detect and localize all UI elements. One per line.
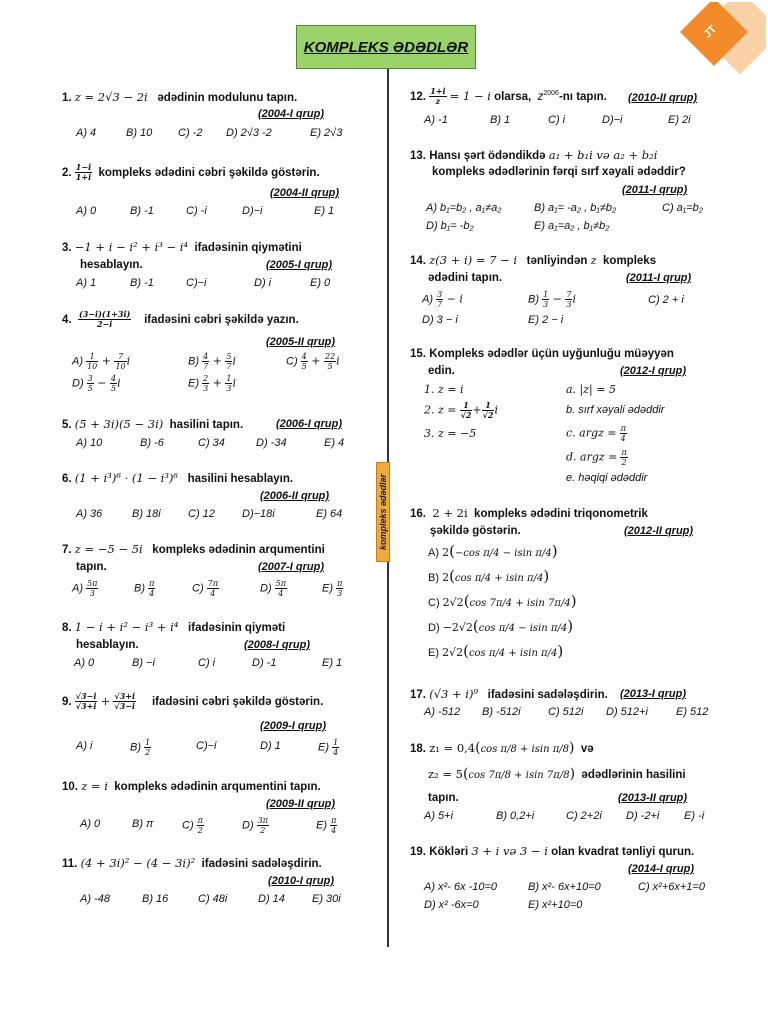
q19-option-d[interactable]: D) x² -6x=0 (424, 899, 479, 911)
q17-group: (2013-I qrup) (620, 688, 687, 700)
q2-option-e[interactable]: E) 1 (314, 205, 335, 217)
q15-right-d[interactable]: d. argz = $\frac{\pi}{2}$ (566, 448, 627, 467)
q2-option-a[interactable]: A) 0 (76, 205, 97, 217)
q11-option-b[interactable]: B) 16 (142, 893, 169, 905)
q16-option-a[interactable]: A) 2(−cos π/4 − isin π/4) (428, 542, 558, 560)
q3-option-d[interactable]: D) i (254, 277, 272, 289)
q2-option-d[interactable]: D)−i (242, 205, 263, 217)
q3-group: (2005-I qrup) (266, 259, 333, 271)
q7-option-c[interactable]: C) $\frac{7\pi}{4}$ (192, 579, 219, 598)
q18-group: (2013-II qrup) (618, 792, 688, 804)
q1-option-c[interactable]: C) -2 (178, 127, 203, 139)
q10-option-d[interactable]: D) $\frac{3\pi}{2}$ (242, 816, 269, 835)
q7-option-a[interactable]: A) $\frac{5\pi}{3}$ (72, 579, 98, 598)
side-tab: kompleks ədədlər (376, 462, 390, 562)
q12-option-d[interactable]: D)−i (602, 114, 623, 126)
question-15: 15. Kompleks ədədlər üçün uyğunluğu müəyyən edin. (2012-I qrup) 1. z = i 2. z = $\frac{1}{√2}$ + $\frac{1}{√2}$ i 3. z = −5 a. |z| = 5 b. sırf xəyali ədəddir c. argz = $\frac{\pi}{4}$ d. argz = $\frac{\pi}{2}$ e. həqiqi ədəddir (410, 348, 687, 484)
q6-option-b[interactable]: B) 18i (132, 508, 161, 520)
q18-option-d[interactable]: D) -2+i (626, 810, 660, 822)
q9-option-d[interactable]: D) 1 (260, 740, 281, 752)
q8-option-c[interactable]: C) i (198, 657, 216, 669)
q14-option-d[interactable]: D) 3 − i (422, 314, 458, 326)
q7-option-b[interactable]: B) $\frac{\pi}{4}$ (134, 579, 155, 598)
q19-option-b[interactable]: B) x²- 6x+10=0 (528, 881, 601, 893)
q17-option-d[interactable]: D) 512+i (606, 706, 648, 718)
q3-option-a[interactable]: A) 1 (76, 277, 97, 289)
q4-option-e[interactable]: E) $\frac{2}{3}$ + $\frac{1}{3}$ i (188, 374, 236, 393)
q4-option-d[interactable]: D) $\frac{3}{5}$ − $\frac{4}{5}$ i (72, 374, 121, 393)
q15-left-3: 3. z = −5 (424, 427, 477, 440)
q11-option-d[interactable]: D) 14 (258, 893, 285, 905)
q18-option-e[interactable]: E) -i (684, 810, 705, 822)
q1-option-a[interactable]: A) 4 (76, 127, 97, 139)
q16-option-e[interactable]: E) 2√2(cos π/4 + isin π/4) (428, 642, 564, 660)
q15-right-e[interactable]: e. həqiqi ədəddir (566, 472, 648, 484)
q15-left-1: 1. z = i (424, 383, 464, 396)
page-title: KOMPLEKS ƏDƏDLƏR (303, 38, 469, 56)
q15-left-2: 2. z = $\frac{1}{√2}$ + $\frac{1}{√2}$ i (424, 400, 498, 420)
q16-group: (2012-II qrup) (624, 525, 694, 537)
q13-group: (2011-I qrup) (622, 184, 688, 196)
question-19: 19. Kökləri 3 + i və 3 − i olan kvadrat tənliyi qurun. (2014-I qrup) A) x²- 6x -10=0 B) x²- 6x+10=0 C) x²+6x+1=0 D) x² -6x=0 E) x²+10=0 (410, 844, 705, 911)
q5-option-a[interactable]: A) 10 (76, 437, 103, 449)
q15-right-a[interactable]: a. |z| = 5 (566, 383, 616, 396)
q6-group: (2006-II qrup) (260, 490, 330, 502)
q8-option-a[interactable]: A) 0 (74, 657, 95, 669)
q7-group: (2007-I qrup) (258, 561, 325, 573)
q6-option-a[interactable]: A) 36 (76, 508, 103, 520)
question-13: 13. Hansı şərt ödəndikdə a₁ + b₁i və a₂ + b₂i kompleks ədədlərinin fərqi sırf xəyali ədəddir? (2011-I qrup) A) b₁=b₂ , a₁≠a₂ B) a₁= -a₂ , b₁≠b₂ C) a₁=b₂ D) b₁= -b₂ E) a₁=a₂ , b₁≠b₂ (410, 148, 703, 232)
question-3: 3. −1 + i − i² + i³ − i⁴ ifadəsinin qiymətini hesablayın. (2005-I qrup) A) 1 B) -1 C)−i D) i E) 0 (62, 240, 333, 289)
q12-group: (2010-II qrup) (628, 92, 698, 104)
q5-option-b[interactable]: B) -6 (140, 437, 164, 449)
q6-option-c[interactable]: C) 12 (188, 508, 215, 520)
q18-option-a[interactable]: A) 5+i (424, 810, 454, 822)
q19-option-e[interactable]: E) x²+10=0 (528, 899, 583, 911)
q7-option-d[interactable]: D) $\frac{5\pi}{4}$ (260, 579, 287, 598)
q4-option-b[interactable]: B) $\frac{4}{7}$ + $\frac{5}{7}$ i (188, 352, 236, 371)
q3-option-c[interactable]: C)−i (186, 277, 207, 289)
q12-option-c[interactable]: C) i (548, 114, 566, 126)
q13-option-a[interactable]: A) b₁=b₂ , a₁≠a₂ (426, 202, 502, 214)
q3-option-e[interactable]: E) 0 (310, 277, 331, 289)
corner-logo (670, 2, 766, 74)
question-4: 4. $\frac{(3-i)(1+3i)}{2-i}$ ifadəsini cəbri şəkildə yazın. (2005-II qrup) A) $\frac{1}{10}$ + $\frac{7}{10}$ i B) $\frac{4}{7}$ + $\frac{5}{7}$ i C) $\frac{4}{5}$ + $\frac{22}{5}$ i D) $\frac{3}{5}$ − $\frac{4}{5}$ i E) $\frac{2}{3}$ + $\frac{1}{3}$ i (62, 309, 340, 393)
q14-option-c[interactable]: C) 2 + i (648, 294, 684, 306)
q9-option-c[interactable]: C)−i (196, 740, 217, 752)
q12-option-e[interactable]: E) 2i (668, 114, 691, 126)
question-18: 18. z₁ = 0,4(cos π/8 + isin π/8) və z₂ = 5(cos 7π/8 + isin 7π/8) ədədlərinin hasilini tapın. (2013-II qrup) A) 5+i B) 0,2+i C) 2+2i D) -2+i E) -i (410, 740, 705, 822)
q15-right-c[interactable]: c. argz = $\frac{\pi}{4}$ (566, 424, 626, 443)
q14-option-a[interactable]: A) $\frac{3}{7}$ − i (422, 290, 463, 309)
question-16: 16. 2 + 2i kompleks ədədini triqonometrik şəkildə göstərin. (2012-II qrup) A) 2(−cos π/4 − isin π/4) B) 2(cos π/4 + isin π/4) C) 2√2(cos 7π/4 + isin 7π/4) D) −2√2(cos π/4 − isin π/4) E) 2√2(cos π/4 + isin π/4) (410, 506, 694, 660)
q9-option-e[interactable]: E) $\frac{1}{4}$ (318, 738, 339, 757)
q8-option-d[interactable]: D) -1 (252, 657, 277, 669)
q8-group: (2008-I qrup) (244, 639, 311, 651)
q19-option-a[interactable]: A) x²- 6x -10=0 (424, 881, 498, 893)
q14-option-b[interactable]: B) $\frac{1}{3}$ − $\frac{7}{3}$ i (528, 290, 576, 309)
question-14: 14. z(3 + i) = 7 − i tənliyindən z kompleks ədədini tapın. (2011-I qrup) A) $\frac{3}{7}$ − i B) $\frac{1}{3}$ − $\frac{7}{3}$ i C) 2 + i D) 3 − i E) 2 − i (410, 253, 692, 326)
q1-option-d[interactable]: D) 2√3 -2 (226, 127, 272, 139)
question-10: 10. z = i kompleks ədədinin arqumentini tapın. (2009-II qrup) A) 0 B) π C) $\frac{\pi}{2}$ D) $\frac{3\pi}{2}$ E) $\frac{\pi}{4}$ (62, 779, 337, 835)
q1-expression: z = 2√3 − 2i (74, 90, 148, 104)
title-box (296, 25, 476, 69)
q18-option-b[interactable]: B) 0,2+i (496, 810, 535, 822)
q10-option-c[interactable]: C) $\frac{\pi}{2}$ (182, 816, 203, 835)
q11-group: (2010-I qrup) (268, 875, 335, 887)
question-2: 2. $\frac{1-i}{1+i}$ kompleks ədədini cəbri şəkildə göstərin. (2004-II qrup) A) 0 B) -1 C) -i D)−i E) 1 (62, 162, 340, 217)
q10-group: (2009-II qrup) (266, 798, 336, 810)
q11-option-c[interactable]: C) 48i (198, 893, 228, 905)
q16-option-b[interactable]: B) 2(cos π/4 + isin π/4) (428, 567, 550, 585)
q17-option-b[interactable]: B) -512i (482, 706, 521, 718)
question-1: 1. z = 2√3 − 2i ədədinin modulunu tapın. (2004-I qrup) A) 4 B) 10 C) -2 D) 2√3 -2 E) 2√3 (62, 90, 343, 139)
q1-group: (2004-I qrup) (258, 108, 325, 120)
q3-option-b[interactable]: B) -1 (130, 277, 154, 289)
q10-option-b[interactable]: B) π (132, 818, 154, 830)
question-7: 7. z = −5 − 5i kompleks ədədinin arqumentini tapın. (2007-I qrup) A) $\frac{5\pi}{3}$ B) $\frac{\pi}{4}$ C) $\frac{7\pi}{4}$ D) $\frac{5\pi}{4}$ E) $\frac{\pi}{3}$ (62, 542, 343, 598)
q18-option-c[interactable]: C) 2+2i (566, 810, 602, 822)
q13-option-e[interactable]: E) a₁=a₂ , b₁≠b₂ (534, 220, 610, 232)
q6-option-e[interactable]: E) 64 (316, 508, 343, 520)
q1-option-e[interactable]: E) 2√3 (310, 127, 343, 139)
q13-option-d[interactable]: D) b₁= -b₂ (426, 220, 474, 232)
q15-group: (2012-I qrup) (620, 365, 687, 377)
q16-option-d[interactable]: D) −2√2(cos π/4 − isin π/4) (428, 617, 574, 635)
q9-group: (2009-I qrup) (260, 720, 327, 732)
q1-option-b[interactable]: B) 10 (126, 127, 153, 139)
q9-option-a[interactable]: A) i (76, 740, 93, 752)
q2-group: (2004-II qrup) (270, 187, 340, 199)
q8-option-b[interactable]: B) −i (132, 657, 155, 669)
q19-option-c[interactable]: C) x²+6x+1=0 (638, 881, 705, 893)
q5-group: (2006-I qrup) (276, 418, 343, 430)
q4-group: (2005-II qrup) (266, 336, 336, 348)
q12-option-b[interactable]: B) 1 (490, 114, 511, 126)
question-5: 5. (5 + 3i)(5 − 3i) hasilini tapın. (2006-I qrup) A) 10 B) -6 C) 34 D) -34 E) 4 (62, 417, 345, 449)
q11-option-a[interactable]: A) -48 (80, 893, 110, 905)
q4-option-a[interactable]: A) $\frac{1}{10}$ + $\frac{7}{10}$ i (72, 352, 131, 371)
q17-option-a[interactable]: A) -512 (424, 706, 461, 718)
q14-option-e[interactable]: E) 2 − i (528, 314, 564, 326)
q12-option-a[interactable]: A) -1 (424, 114, 448, 126)
q17-option-e[interactable]: E) 512 (676, 706, 709, 718)
q2-option-c[interactable]: C) -i (186, 205, 207, 217)
q7-option-e[interactable]: E) $\frac{\pi}{3}$ (322, 579, 343, 598)
q16-option-c[interactable]: C) 2√2(cos 7π/4 + isin 7π/4) (428, 592, 577, 610)
question-12: 12. $\frac{1+i}{z}$ = 1 − i olarsa, $z^{2006}-nı$ tapın. (2010-II qrup) A) -1 B) 1 C) i D)−i E) 2i (410, 86, 698, 126)
q15-right-b[interactable]: b. sırf xəyali ədəddir (566, 404, 665, 416)
corner-mark: JT (701, 23, 720, 41)
question-8: 8. 1 − i + i² − i³ + i⁴ ifadəsinin qiyməti hesablayın. (2008-I qrup) A) 0 B) −i C) i D) -1 E) 1 (62, 620, 343, 669)
q17-option-c[interactable]: C) 512i (548, 706, 584, 718)
q8-option-e[interactable]: E) 1 (322, 657, 343, 669)
q5-option-d[interactable]: D) -34 (256, 437, 287, 449)
q11-option-e[interactable]: E) 30i (312, 893, 341, 905)
q6-option-d[interactable]: D)−18i (242, 508, 275, 520)
q13-option-b[interactable]: B) a₁= -a₂ , b₁≠b₂ (534, 202, 617, 214)
q4-option-c[interactable]: C) $\frac{4}{5}$ + $\frac{22}{5}$ i (286, 352, 340, 371)
question-9: 9. $\frac{√3-i}{√3+i}$ + $\frac{√3+i}{√3-i}$ ifadəsini cəbri şəkildə göstərin. (2009-I qrup) A) i B) $\frac{1}{2}$ C)−i D) 1 E) $\frac{1}{4}$ (62, 691, 339, 757)
question-6: 6. (1 + i³)⁶ · (1 − i³)⁶ hasilini hesablayın. (2006-II qrup) A) 36 B) 18i C) 12 D)−18i E) 64 (62, 471, 343, 520)
q13-option-c[interactable]: C) a₁=b₂ (662, 202, 703, 214)
q9-option-b[interactable]: B) $\frac{1}{2}$ (130, 738, 151, 757)
q14-group: (2011-I qrup) (626, 272, 692, 284)
q19-group: (2014-I qrup) (628, 863, 695, 875)
question-11: 11. (4 + 3i)² − (4 − 3i)² ifadəsini sadələşdirin. (2010-I qrup) A) -48 B) 16 C) 48i D) 14 E) 30i (62, 856, 341, 905)
question-17: 17. (√3 + i)⁹ ifadəsini sadələşdirin. (2013-I qrup) A) -512 B) -512i C) 512i D) 512+i E) 512 (410, 687, 709, 718)
q2-option-b[interactable]: B) -1 (130, 205, 154, 217)
q5-option-c[interactable]: C) 34 (198, 437, 225, 449)
q5-option-e[interactable]: E) 4 (324, 437, 345, 449)
q10-option-e[interactable]: E) $\frac{\pi}{4}$ (316, 816, 337, 835)
q10-option-a[interactable]: A) 0 (80, 818, 101, 830)
